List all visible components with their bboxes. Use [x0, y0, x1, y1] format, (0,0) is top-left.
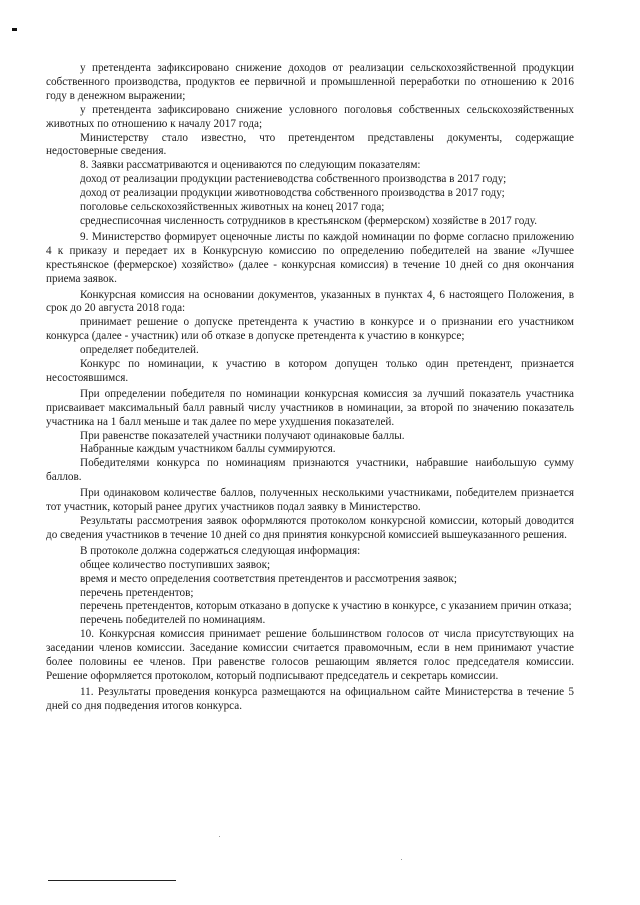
- paragraph: Конкурс по номинации, к участию в котором допущен только один претендент, признается несостоявшимся.: [46, 358, 574, 384]
- paragraph: среднесписочная численность сотрудников в крестьянском (фермерском) хозяйстве в 2017 году.: [80, 214, 538, 227]
- paragraph: При определении победителя по номинации конкурсная комиссия за лучший показатель участника присваивает максимальный балл равный числу участников в номинации, за второй по значению показатель участника на 1 балл меньше и так далее по мере ухудшения показателей.: [46, 387, 574, 428]
- paragraph: При одинаковом количестве баллов, полученных несколькими участниками, победителем признается тот участник, который ранее других участников подал заявку в Министерство.: [46, 487, 574, 514]
- paragraph: Победителями конкурса по номинациям признаются участники, набравшие наибольшую сумму баллов.: [46, 457, 574, 484]
- scan-speck: [219, 836, 220, 837]
- paragraph: доход от реализации продукции животноводства собственного производства в 2017 году;: [80, 187, 505, 200]
- scan-corner-mark: [12, 28, 17, 31]
- paragraph: 9. Министерство формирует оценочные листы по каждой номинации по форме согласно приложению 4 к приказу и передает их в Конкурсную комиссию по определению победителей на звание «Лучшее крестьянское (фермерское) хозяйство» (далее - конкурсная комиссия) в течение 10 дней со дня окончания приема заявок.: [46, 230, 574, 285]
- paragraph: Конкурсная комиссия на основании документов, указанных в пунктах 4, 6 настоящего Положения, в срок до 20 августа 2018 года:: [46, 288, 574, 315]
- paragraph: поголовье сельскохозяйственных животных на конец 2017 года;: [80, 201, 385, 214]
- paragraph: перечень претендентов;: [80, 586, 194, 599]
- paragraph: определяет победителей.: [80, 344, 199, 357]
- paragraph: 11. Результаты проведения конкурса размещаются на официальном сайте Министерства в течение 5 дней со дня подведения итогов конкурса.: [46, 685, 574, 712]
- paragraph: 8. Заявки рассматриваются и оцениваются по следующим показателям:: [80, 159, 421, 172]
- paragraph: у претендента зафиксировано снижение условного поголовья собственных сельскохозяйственных животных по отношению к началу 2017 года;: [46, 103, 574, 130]
- paragraph: Министерству стало известно, что претендентом представлены документы, содержащие недостоверные сведения.: [46, 131, 574, 158]
- paragraph: В протоколе должна содержаться следующая информация:: [80, 544, 361, 557]
- paragraph: При равенстве показателей участники получают одинаковые баллы.: [80, 429, 405, 442]
- paragraph: перечень претендентов, которым отказано в допуске к участию в конкурсе, с указанием причин отказа;: [80, 600, 572, 613]
- paragraph: доход от реализации продукции растениеводства собственного производства в 2017 году;: [80, 173, 507, 186]
- paragraph: 10. Конкурсная комиссия принимает решение большинством голосов от числа присутствующих на заседании членов комиссии. Заседание комиссии считается правомочным, если в нем принимают участие более половины ее членов. При равенстве голосов решающим является голос председателя комиссии. Решение оформляется протоколом, который подписывают председатель и секретарь комиссии.: [46, 628, 574, 682]
- paragraph: общее количество поступивших заявок;: [80, 558, 271, 571]
- paragraph: принимает решение о допуске претендента к участию в конкурсе и о признании его участником конкурса (далее - участник) или об отказе в допуске претендента к участию в конкурсе;: [46, 316, 574, 343]
- paragraph: перечень победителей по номинациям.: [80, 614, 266, 627]
- footnote-rule: [48, 880, 176, 881]
- paragraph: у претендента зафиксировано снижение доходов от реализации сельскохозяйственной продукции собственного производства, продуктов ее первичной и промышленной переработки по отношению к 2016 году в денежном выражении;: [46, 62, 574, 102]
- paragraph: время и место определения соответствия претендентов и рассмотрения заявок;: [80, 572, 457, 585]
- paragraph: Набранные каждым участником баллы суммируются.: [80, 443, 336, 456]
- scan-speck: [401, 859, 402, 860]
- paragraph: Результаты рассмотрения заявок оформляются протоколом конкурсной комиссии, который доводится до сведения участников в течение 10 дней со дня принятия конкурсной комиссией вышеуказанного решения.: [46, 515, 574, 541]
- document-body: [46, 62, 574, 714]
